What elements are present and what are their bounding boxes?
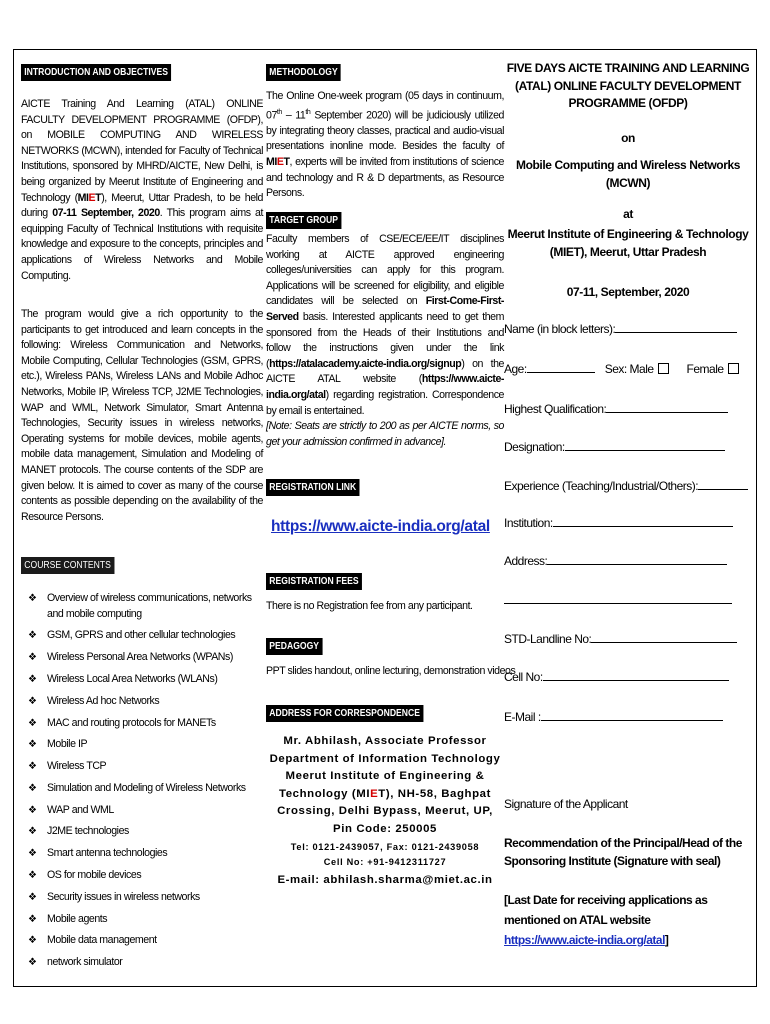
female-checkbox[interactable] <box>728 363 739 374</box>
miet-mark: MIET <box>77 191 102 204</box>
course-item: ❖ Wireless Local Area Networks (WLANs) <box>21 672 263 688</box>
diamond-bullet-icon: ❖ <box>28 848 37 860</box>
course-item: ❖ Overview of wireless communications, networks and mobile computing <box>28 592 252 620</box>
miet-mark: MIET <box>266 155 290 168</box>
diamond-bullet-icon: ❖ <box>28 913 37 925</box>
methodology-heading: METHODOLOGY <box>266 64 341 81</box>
qualification-field[interactable]: Highest Qualification: <box>504 401 728 417</box>
atal-link[interactable]: https://www.aicte-india.org/atal <box>266 373 504 401</box>
programme-topic: Mobile Computing and Wireless Networks (MCWN) <box>515 158 741 190</box>
diamond-bullet-icon: ❖ <box>28 891 37 903</box>
contact-person: Mr. Abhilash, Associate Professor <box>283 735 487 747</box>
pedagogy-text: PPT slides handout, online lecturing, demonstration videos <box>266 665 516 677</box>
course-item: ❖ MAC and routing protocols for MANETs <box>21 716 263 732</box>
phone-fax: Tel: 0121-2439057, Fax: 0121-2439058 <box>290 842 480 852</box>
diamond-bullet-icon: ❖ <box>28 652 37 664</box>
applicant-signature-label: Signature of the Applicant <box>504 797 628 811</box>
course-item: ❖ Simulation and Modeling of Wireless Networks <box>21 781 263 797</box>
course-item: ❖ Security issues in wireless networks <box>21 890 263 906</box>
designation-field[interactable]: Designation: <box>504 439 725 455</box>
course-item: ❖ Wireless Ad hoc Networks <box>21 694 263 710</box>
diamond-bullet-icon: ❖ <box>28 761 37 773</box>
intro-paragraph-2: The program would give a rich opportunity to the participants to get introduced and learn concepts in the following: Wireless Communication and Networks, Mobile Computing, Cellular Technologies (GSM, GPRS, etc.), Wireless PANs, Wireless LANs and Mobile Adhoc Networks, Mobile IP, Wireless TCP, J2ME Technologies, WAP and WML, Network Simulator, Smart Antenna Technologies, Security issues in wireless networks, Operating systems for mobile devices, mobile agents, mobile data management, Simulation and Modeling of MANET protocols. The course contents of the SDP are given below. It is aimed to cover as many of the course contents as possible depending on the availability of the Resource Persons. <box>21 308 263 523</box>
registration-fees-text: There is no Registration fee from any participant. <box>266 600 473 612</box>
contact-email[interactable]: E-mail: abhilash.sharma@miet.ac.in <box>277 874 493 886</box>
course-item: ❖ OS for mobile devices <box>21 868 263 884</box>
intro-heading: INTRODUCTION AND OBJECTIVES <box>21 64 171 81</box>
course-item: ❖ J2ME technologies <box>21 824 263 840</box>
street-address: Crossing, Delhi Bypass, Meerut, UP, <box>277 805 493 817</box>
course-item: ❖ Mobile agents <box>21 912 263 928</box>
institute-name: Meerut Institute of Engineering & <box>285 770 485 782</box>
target-group-heading: TARGET GROUP <box>266 212 341 229</box>
diamond-bullet-icon: ❖ <box>28 804 37 816</box>
department: Department of Information Technology <box>269 752 501 765</box>
seats-note: [Note: Seats are strictly to 200 as per AICTE norms, so get your admission confirmed in advance]. <box>266 420 504 448</box>
address-field[interactable]: Address: <box>504 553 727 569</box>
intro-dates: 07-11 September, 2020 <box>52 207 160 220</box>
diamond-bullet-icon: ❖ <box>28 630 37 642</box>
diamond-bullet-icon: ❖ <box>28 717 37 729</box>
registration-link-heading: REGISTRATION LINK <box>266 479 359 496</box>
pedagogy-heading: PEDAGOGY <box>266 638 322 655</box>
last-date-note: [Last Date for receiving applications as mentioned on ATAL website https://www.aicte-india.org/atal] <box>504 893 708 947</box>
course-contents-list <box>21 591 263 977</box>
diamond-bullet-icon: ❖ <box>28 593 37 604</box>
registration-link[interactable]: https://www.aicte-india.org/atal <box>271 518 490 535</box>
on-label: on <box>621 131 635 145</box>
intro-paragraph-1 <box>21 97 263 284</box>
diamond-bullet-icon: ❖ <box>28 869 37 881</box>
intro-text-3: . This program aims at equipping Faculty of Technical Institutions with requisite knowledge and exposure to the concepts, principles and applications of Wireless Networks and Mobile Computing. <box>21 207 263 282</box>
course-item: ❖ Wireless Personal Area Networks (WPANs) <box>21 650 263 666</box>
institution-field[interactable]: Institution: <box>504 515 733 531</box>
at-label: at <box>623 207 633 221</box>
email-field[interactable]: E-Mail : <box>504 709 723 725</box>
age-sex-field[interactable]: Age: Sex: Male Female <box>504 361 739 377</box>
diamond-bullet-icon: ❖ <box>28 935 37 947</box>
course-item: ❖ Mobile IP <box>21 737 263 753</box>
diamond-bullet-icon: ❖ <box>28 695 37 707</box>
address-heading: ADDRESS FOR CORRESPONDENCE <box>266 705 423 722</box>
host-institute: Meerut Institute of Engineering & Technology (MIET), Meerut, Uttar Pradesh <box>507 227 749 259</box>
institute-name-2: Technology (MIET), NH-58, Baghpat <box>279 787 491 800</box>
diamond-bullet-icon: ❖ <box>28 826 37 838</box>
experience-field[interactable]: Experience (Teaching/Industrial/Others): <box>504 478 748 494</box>
diamond-bullet-icon: ❖ <box>28 957 37 969</box>
intro-text-2: ), Meerut, Uttar Pradesh, to be held during <box>21 191 263 220</box>
course-item: ❖ GSM, GPRS and other cellular technologies <box>21 628 263 644</box>
diamond-bullet-icon: ❖ <box>28 739 37 751</box>
pin-code: Pin Code: 250005 <box>333 822 437 835</box>
cell-field[interactable]: Cell No: <box>504 669 729 685</box>
diamond-bullet-icon: ❖ <box>28 782 37 794</box>
name-field[interactable]: Name (in block letters): <box>504 321 737 337</box>
male-checkbox[interactable] <box>658 363 669 374</box>
course-item: ❖ Wireless TCP <box>21 759 263 775</box>
methodology-paragraph: The Online One-week program (05 days in continuum, 07th – 11th September 2020) will be judiciously utilized by integrating theory classes, practical and audio-visual presentations inonline mode. Besides the faculty of MIET, experts will be invited from institutions of science and technology and R & D departments, as Resource Persons. <box>266 90 504 200</box>
brochure-frame <box>13 49 757 987</box>
course-item: ❖ Mobile data management <box>21 933 263 949</box>
target-group-paragraph: Faculty members of CSE/ECE/EE/IT disciplines working at AICTE approved engineering colleges/universities can apply for this program. Applications will be screened for eligibility, and eligible candidates will be selected on First-Come-First-Served basis. Interested applicants need to get them sponsored from the Heads of their Institutions and follow the instructions given under the link (https://atalacademy.aicte-india.org/signup) on the AICTE ATAL website (https://www.aicte-india.org/atal) regarding registration. Correspondence by email is entertained. [Note: Seats are strictly to 200 as per AICTE norms, so get your admission confirmed in advance]. <box>266 233 504 448</box>
last-date-link[interactable]: https://www.aicte-india.org/atal <box>504 933 665 947</box>
programme-title: FIVE DAYS AICTE TRAINING AND LEARNING (ATAL) ONLINE FACULTY DEVELOPMENT PROGRAMME (OFDP) <box>506 61 750 110</box>
course-item: ❖ Smart antenna technologies <box>21 846 263 862</box>
registration-fees-heading: REGISTRATION FEES <box>266 573 362 590</box>
diamond-bullet-icon: ❖ <box>28 673 37 685</box>
correspondence-address <box>266 733 504 890</box>
course-item: ❖ WAP and WML <box>21 803 263 819</box>
address-line-2[interactable] <box>504 603 732 604</box>
signup-link[interactable]: https://atalacademy.aicte-india.org/signup <box>269 357 462 370</box>
course-item: ❖ network simulator <box>21 955 263 971</box>
landline-field[interactable]: STD-Landline No: <box>504 631 737 647</box>
cell-number: Cell No: +91-9412311727 <box>323 857 447 867</box>
intro-text: AICTE Training And Learning (ATAL) ONLINE FACULTY DEVELOPMENT PROGRAMME (OFDP), on MOBILE COMPUTING AND WIRELESS NETWORKS (MCWN), intended for Faculty of Technical Institutions, sponsored by MHRD/AICTE, New Delhi, is being organized by Meerut Institute of Engineering and Technology ( <box>21 98 263 204</box>
programme-dates: 07-11, September, 2020 <box>566 285 690 299</box>
recommendation-note: Recommendation of the Principal/Head of the Sponsoring Institute (Signature with seal) <box>504 836 742 868</box>
course-contents-heading: COURSE CONTENTS <box>21 557 114 574</box>
